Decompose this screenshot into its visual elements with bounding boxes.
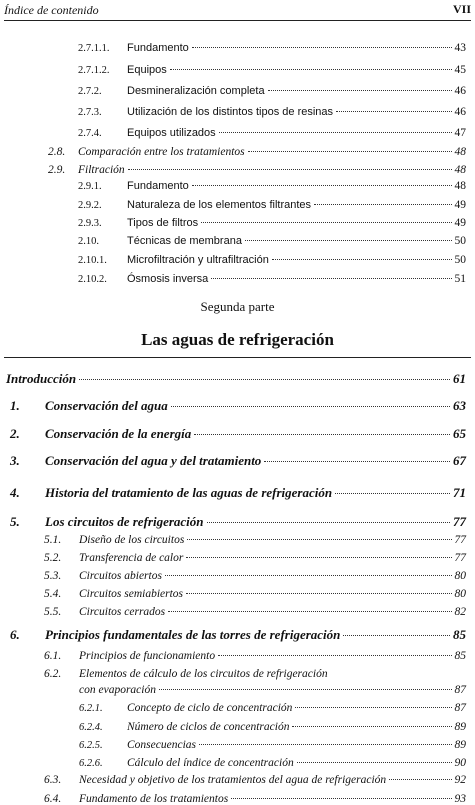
- toc-entry-number: 6.1.: [44, 650, 62, 662]
- dot-leader: [268, 90, 452, 91]
- toc-entry-number: 2.9.: [48, 164, 66, 176]
- toc-entry-number: 2.10.: [78, 236, 99, 247]
- dot-leader: [171, 406, 450, 407]
- toc-entry: [78, 199, 466, 211]
- toc-entry-title: Fundamento de los tratamientos: [79, 793, 229, 805]
- toc-entry-title: Circuitos semiabiertos: [79, 588, 184, 600]
- toc-entry-page: 92: [454, 774, 466, 786]
- toc-entry-title: Principios fundamentales de las torres de refrigeración: [45, 627, 341, 642]
- dot-leader: [194, 434, 450, 435]
- toc-entry: [10, 485, 466, 501]
- toc-entry-number: 5.4.: [44, 588, 62, 600]
- toc-entry: [78, 127, 466, 139]
- dot-leader: [79, 379, 450, 380]
- toc-entry: [79, 702, 466, 714]
- toc-entry-title: Necesidad y objetivo de los tratamientos del agua de refrigeración: [79, 774, 387, 786]
- toc-entry: [79, 757, 466, 769]
- toc-entry-page: 46: [454, 106, 466, 118]
- toc-entry-page: 48: [454, 146, 466, 158]
- part-title: Las aguas de refrigeración: [141, 330, 334, 349]
- toc-entry-page: 82: [454, 606, 466, 618]
- toc-entry-title: Técnicas de membrana: [127, 235, 242, 247]
- toc-entry-title: Circuitos abiertos: [79, 570, 162, 582]
- toc-entry-title: Conservación del agua y del tratamiento: [45, 453, 262, 468]
- toc-entry-page: 63: [453, 398, 466, 413]
- toc-entry-title: Cálculo del índice de concentración: [127, 757, 294, 769]
- dot-leader: [245, 240, 452, 241]
- toc-entry-number: 2.9.2.: [78, 200, 102, 211]
- toc-entry-title: Elementos de cálculo de los circuitos de refrigeración: [79, 668, 328, 680]
- toc-entry-number: 2.9.3.: [78, 218, 102, 229]
- toc-entry: [79, 739, 466, 751]
- toc-entry-page: 67: [453, 453, 466, 468]
- toc-entry: [48, 164, 466, 176]
- toc-entry-page: 50: [454, 235, 466, 247]
- toc-entry: [10, 453, 466, 469]
- dot-leader: [199, 744, 452, 745]
- toc-entry: [44, 774, 466, 786]
- toc-entry-title: Ósmosis inversa: [127, 273, 209, 285]
- toc-entry-title: Introducción: [6, 371, 77, 386]
- dot-leader: [389, 779, 451, 780]
- toc-entry-number: 2.10.2.: [78, 274, 107, 285]
- toc-entry: [78, 106, 466, 118]
- toc-entry-number: 6.3.: [44, 774, 62, 786]
- toc-entry-number: 6.2.1.: [79, 703, 103, 714]
- toc-entry-page: 71: [453, 485, 466, 500]
- toc-entry-page: 51: [454, 273, 466, 285]
- toc-entry-page: 50: [454, 254, 466, 266]
- dot-leader: [159, 689, 452, 690]
- toc-entry-page: 46: [454, 85, 466, 97]
- toc-entry-page: 90: [454, 757, 466, 769]
- toc-entry: [78, 254, 466, 266]
- toc-entry-title: Número de ciclos de concentración: [127, 721, 290, 733]
- toc-entry-page: 47: [454, 127, 466, 139]
- toc-entry-title: Desmineralización completa: [127, 85, 265, 97]
- dot-leader: [335, 493, 450, 494]
- toc-entry-number: 5.3.: [44, 570, 62, 582]
- toc-entry-page: 80: [454, 588, 466, 600]
- toc-entry-number: 6.4.: [44, 793, 62, 805]
- toc-entry-number: 2.10.1.: [78, 255, 107, 266]
- toc-entry-title: Microfiltración y ultrafiltración: [127, 254, 269, 266]
- dot-leader: [272, 259, 452, 260]
- toc-entry: [44, 552, 466, 564]
- dot-leader: [186, 593, 451, 594]
- toc-entry-number: 6.2.: [44, 668, 62, 680]
- toc-entry-page: 77: [454, 534, 466, 546]
- toc-entry-title: Transferencia de calor: [79, 552, 184, 564]
- toc-entry: [44, 588, 466, 600]
- toc-entry-page: 43: [454, 42, 466, 54]
- toc-entry: [78, 42, 466, 54]
- dot-leader: [336, 111, 451, 112]
- dot-leader: [231, 798, 451, 799]
- toc-entry-number: 5.1.: [44, 534, 62, 546]
- toc-entry-number: 5.: [10, 514, 20, 529]
- toc-entry-page: 77: [453, 514, 466, 529]
- toc-entry-title: Equipos utilizados: [127, 127, 216, 139]
- toc-entry: [48, 146, 466, 158]
- dot-leader: [170, 69, 452, 70]
- toc-entry-title: Los circuitos de refrigeración: [45, 514, 204, 529]
- dot-leader: [192, 47, 452, 48]
- toc-entry-title: Conservación del agua: [45, 398, 168, 413]
- toc-entry-number: 2.7.4.: [78, 128, 102, 139]
- dot-leader: [219, 132, 452, 133]
- dot-leader: [248, 151, 452, 152]
- dot-leader: [314, 204, 451, 205]
- toc-entry: [44, 606, 466, 618]
- toc-entry-page: 89: [454, 721, 466, 733]
- toc-entry: [78, 217, 466, 229]
- toc-entry: [78, 85, 466, 97]
- toc-entry: [79, 721, 466, 733]
- toc-entry: [78, 64, 466, 76]
- dot-leader: [264, 461, 450, 462]
- toc-entry-page: 65: [453, 426, 466, 441]
- dot-leader: [128, 169, 452, 170]
- toc-entry-number: 2.8.: [48, 146, 66, 158]
- dot-leader: [186, 557, 451, 558]
- dot-leader: [292, 726, 451, 727]
- toc-entry-title: Conservación de la energía: [45, 426, 192, 441]
- dot-leader: [187, 539, 451, 540]
- toc-entry-page: 89: [454, 739, 466, 751]
- toc-entry: [44, 668, 466, 680]
- dot-leader: [168, 611, 451, 612]
- toc-entry-title: Comparación entre los tratamientos: [78, 146, 245, 158]
- toc-entry: [4, 371, 466, 387]
- toc-entry-page: 85: [454, 650, 466, 662]
- toc-entry-page: 61: [453, 371, 466, 386]
- toc-entry: [44, 793, 466, 805]
- toc-entry-page: 45: [454, 64, 466, 76]
- dot-leader: [218, 655, 451, 656]
- toc-entry-number: 5.2.: [44, 552, 62, 564]
- toc-entry-number: 3.: [10, 453, 20, 468]
- running-head: Índice de contenido: [4, 3, 99, 17]
- toc-entry-title: Fundamento: [127, 180, 189, 192]
- toc-entry-number: 6.2.5.: [79, 740, 103, 751]
- toc-entry-page: 48: [454, 180, 466, 192]
- toc-entry-title: Consecuencias: [127, 739, 196, 751]
- toc-entry-page: 93: [454, 793, 466, 805]
- toc-entry: [78, 180, 466, 192]
- toc-entry-title: Utilización de los distintos tipos de resinas: [127, 106, 334, 118]
- toc-entry-page: 87: [454, 702, 466, 714]
- dot-leader: [343, 635, 450, 636]
- toc-entry-title: Fundamento: [127, 42, 189, 54]
- dot-leader: [295, 707, 451, 708]
- toc-entry-title: Filtración: [78, 164, 125, 176]
- part-label: Segunda parte: [200, 299, 275, 314]
- toc-entry-page: 49: [454, 217, 466, 229]
- toc-entry-title: Diseño de los circuitos: [79, 534, 185, 546]
- toc-entry-number: 2.: [10, 426, 20, 441]
- page-number: VII: [452, 2, 471, 16]
- toc-entry-number: 2.7.1.1.: [78, 43, 110, 54]
- toc-entry: [78, 235, 466, 247]
- toc-entry-title: Tipos de filtros: [127, 217, 199, 229]
- toc-entry-title: Circuitos cerrados: [79, 606, 166, 618]
- toc-entry-page: 85: [453, 627, 466, 642]
- toc-entry-title: Naturaleza de los elementos filtrantes: [127, 199, 312, 211]
- toc-entry-page: 48: [454, 164, 466, 176]
- toc-entry-number: 4.: [10, 485, 20, 500]
- toc-entry-number: 6.2.4.: [79, 722, 103, 733]
- divider: [4, 357, 471, 358]
- toc-entry: [10, 398, 466, 414]
- dot-leader: [201, 222, 451, 223]
- toc-entry-page: 80: [454, 570, 466, 582]
- toc-entry-number: 1.: [10, 398, 20, 413]
- toc-entry: [44, 650, 466, 662]
- dot-leader: [207, 522, 450, 523]
- toc-entry: [44, 684, 466, 696]
- toc-entry-page: 87: [454, 684, 466, 696]
- toc-entry-number: 2.7.3.: [78, 107, 102, 118]
- toc-entry-number: 6.: [10, 627, 20, 642]
- toc-entry-page: 77: [454, 552, 466, 564]
- toc-entry-title: Principios de funcionamiento: [79, 650, 216, 662]
- toc-entry-number: 2.9.1.: [78, 181, 102, 192]
- dot-leader: [165, 575, 452, 576]
- toc-entry-number: 5.5.: [44, 606, 62, 618]
- toc-entry: [10, 627, 466, 643]
- toc-entry-number: 6.2.6.: [79, 758, 103, 769]
- toc-entry: [10, 426, 466, 442]
- toc-entry: [44, 534, 466, 546]
- toc-entry-number: 2.7.1.2.: [78, 65, 110, 76]
- toc-entry-page: 49: [454, 199, 466, 211]
- toc-entry-title: Equipos: [127, 64, 167, 76]
- page-header: [4, 0, 471, 21]
- toc-entry-title: Concepto de ciclo de concentración: [127, 702, 293, 714]
- toc-entry: [44, 570, 466, 582]
- dot-leader: [297, 762, 452, 763]
- toc-entry-number: 2.7.2.: [78, 86, 102, 97]
- dot-leader: [192, 185, 452, 186]
- toc-entry: [78, 273, 466, 285]
- toc-entry: [10, 514, 466, 530]
- dot-leader: [211, 278, 451, 279]
- toc-entry-title: con evaporación: [79, 684, 156, 696]
- toc-entry-title: Historia del tratamiento de las aguas de refrigeración: [45, 485, 333, 500]
